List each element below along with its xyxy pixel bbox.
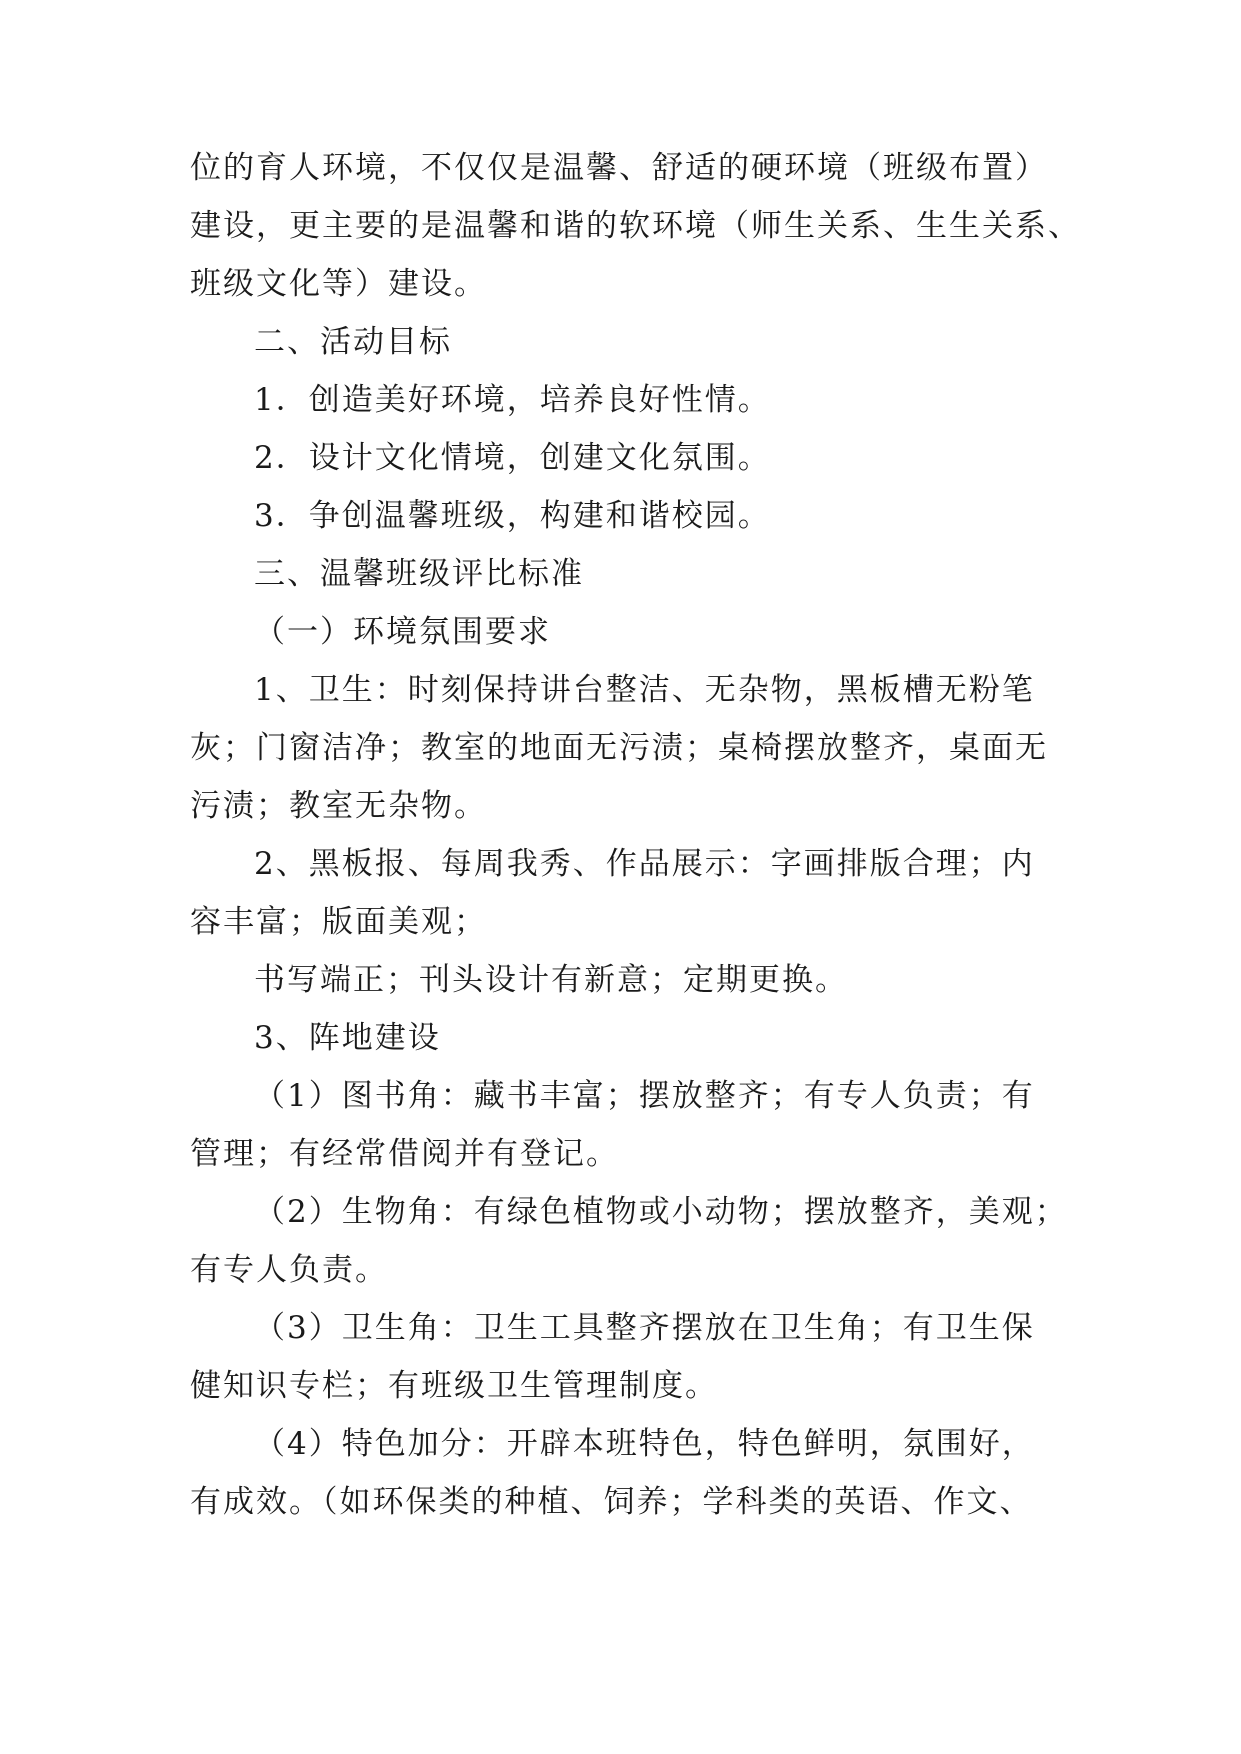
objective-item-3: 3．争创温馨班级，构建和谐校园。 — [254, 498, 771, 534]
criteria-blackboard-line-1: 2、黑板报、每周我秀、作品展示：字画排版合理；内 — [254, 846, 1035, 882]
criteria-book-corner-line-1: （1）图书角：藏书丰富；摆放整齐；有专人负责；有 — [254, 1078, 1035, 1114]
criteria-bonus-line-1: （4）特色加分：开辟本班特色，特色鲜明，氛围好， — [254, 1426, 1035, 1462]
criteria-hygiene-corner-line-2: 健知识专栏；有班级卫生管理制度。 — [190, 1368, 718, 1404]
criteria-hygiene-line-1: 1、卫生：时刻保持讲台整洁、无杂物，黑板槽无粉笔 — [254, 672, 1035, 708]
text-line-1: 位的育人环境，不仅仅是温馨、舒适的硬环境（班级布置） — [190, 150, 1048, 186]
subsection-heading-environment: （一）环境氛围要求 — [254, 614, 551, 650]
criteria-nature-corner-line-2: 有专人负责。 — [190, 1252, 388, 1288]
objective-item-2: 2．设计文化情境，创建文化氛围。 — [254, 440, 771, 476]
criteria-hygiene-corner-line-1: （3）卫生角：卫生工具整齐摆放在卫生角；有卫生保 — [254, 1310, 1035, 1346]
criteria-hygiene-line-2: 灰；门窗洁净；教室的地面无污渍；桌椅摆放整齐，桌面无 — [190, 730, 1048, 766]
section-heading-criteria: 三、温馨班级评比标准 — [254, 556, 584, 592]
criteria-blackboard-line-3: 书写端正；刊头设计有新意；定期更换。 — [254, 962, 848, 998]
section-heading-objectives: 二、活动目标 — [254, 324, 452, 360]
objective-item-1: 1．创造美好环境，培养良好性情。 — [254, 382, 771, 418]
text-line-2: 建设，更主要的是温馨和谐的软环境（师生关系、生生关系、 — [190, 208, 1081, 244]
criteria-positions-heading: 3、阵地建设 — [254, 1020, 441, 1056]
criteria-blackboard-line-2: 容丰富；版面美观； — [190, 904, 487, 940]
criteria-bonus-line-2: 有成效。（如环保类的种植、饲养；学科类的英语、作文、 — [190, 1484, 1033, 1520]
criteria-hygiene-line-3: 污渍；教室无杂物。 — [190, 788, 487, 824]
criteria-nature-corner-line-1: （2）生物角：有绿色植物或小动物；摆放整齐，美观； — [254, 1194, 1068, 1230]
criteria-book-corner-line-2: 管理；有经常借阅并有登记。 — [190, 1136, 619, 1172]
text-line-3: 班级文化等）建设。 — [190, 266, 487, 302]
